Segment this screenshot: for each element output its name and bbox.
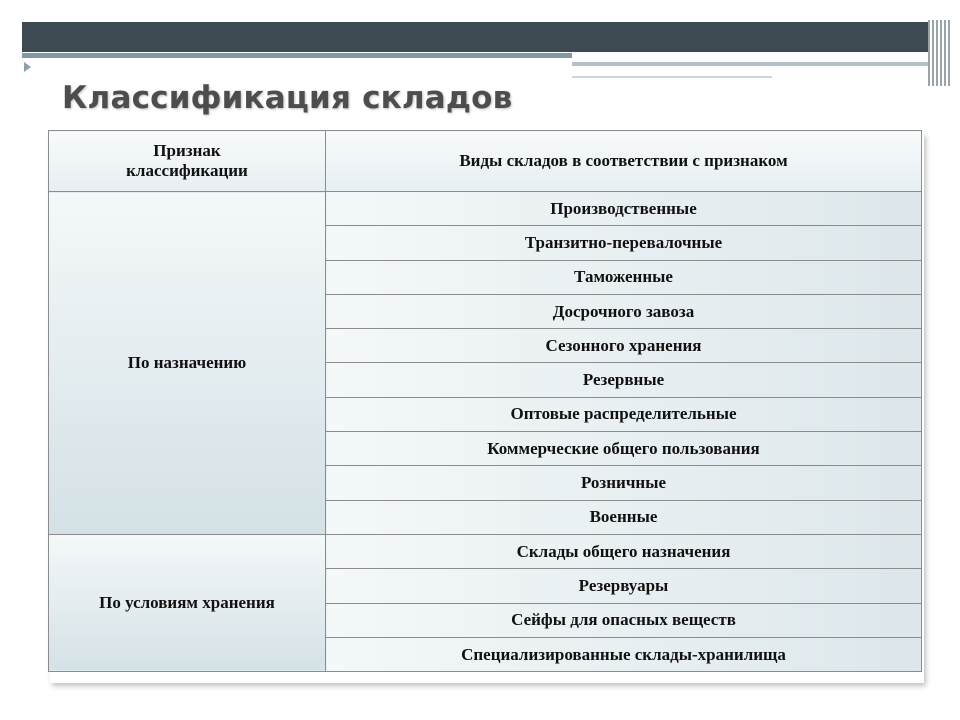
- accent-bar-tertiary: [572, 76, 772, 78]
- type-cell: Склады общего назначения: [326, 534, 922, 568]
- header-bar: [22, 22, 928, 52]
- page-title: Классификация складов: [62, 80, 513, 116]
- table-row: [49, 534, 922, 568]
- type-cell: Специализированные склады-хранилища: [326, 637, 922, 671]
- type-cell: Коммерческие общего пользования: [326, 432, 922, 466]
- type-cell: Транзитно-перевалочные: [326, 226, 922, 260]
- type-cell: Досрочного завоза: [326, 294, 922, 328]
- header-stripes-decoration: [928, 20, 952, 86]
- criterion-cell-storage: По условиям хранения: [49, 534, 326, 671]
- accent-bar: [22, 53, 572, 58]
- table-header-row: [49, 131, 922, 192]
- type-cell: Производственные: [326, 192, 922, 226]
- type-cell: Сейфы для опасных веществ: [326, 603, 922, 637]
- header-criterion: Признак классификации: [49, 131, 326, 192]
- type-cell: Розничные: [326, 466, 922, 500]
- type-cell: Оптовые распределительные: [326, 397, 922, 431]
- criterion-cell-purpose: По назначению: [49, 192, 326, 535]
- type-cell: Военные: [326, 500, 922, 534]
- warehouse-classification-table: [48, 130, 922, 672]
- type-cell: Таможенные: [326, 260, 922, 294]
- type-cell: Резервные: [326, 363, 922, 397]
- header-types: Виды складов в соответствии с признаком: [326, 131, 922, 192]
- type-cell: Сезонного хранения: [326, 329, 922, 363]
- arrow-marker-icon: [24, 62, 31, 72]
- accent-bar-secondary: [572, 62, 928, 66]
- table-row: [49, 192, 922, 226]
- type-cell: Резервуары: [326, 569, 922, 603]
